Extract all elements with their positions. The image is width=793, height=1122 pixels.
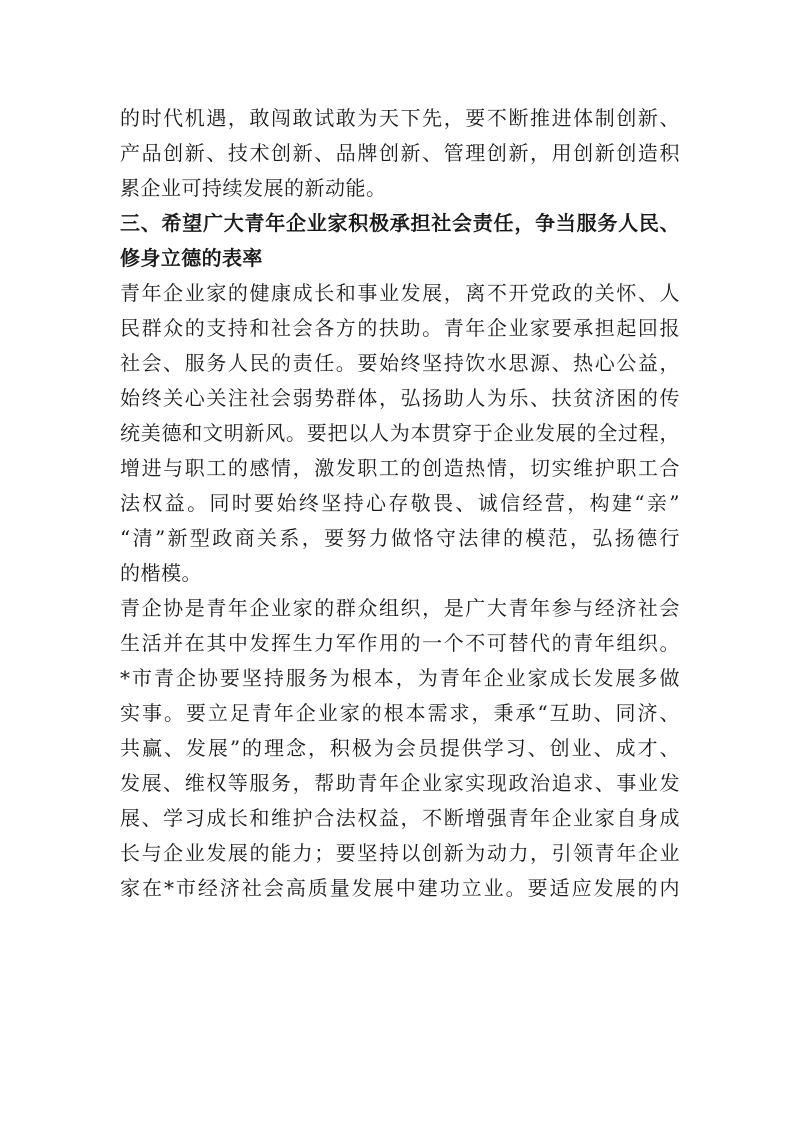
text-line: 展、学习成长和维护合法权益，不断增强青年企业家自身成 bbox=[120, 806, 680, 830]
text-line: 增进与职工的感情，激发职工的创造热情，切实维护职工合 bbox=[120, 456, 680, 480]
text-line: 统美德和文明新风。要把以人为本贯穿于企业发展的全过程， bbox=[120, 421, 680, 445]
text-line: 实事。要立足青年企业家的根本需求，秉承“互助、同济、 bbox=[120, 701, 680, 725]
text-line: 共赢、发展”的理念，积极为会员提供学习、创业、成才、 bbox=[120, 736, 680, 760]
text-line: 产品创新、技术创新、品牌创新、管理创新，用创新创造积 bbox=[120, 141, 680, 165]
section-heading: 修身立德的表率 bbox=[120, 246, 263, 270]
text-line: 法权益。同时要始终坚持心存敬畏、诚信经营，构建“亲” bbox=[120, 491, 680, 515]
text-line: 的楷模。 bbox=[120, 561, 202, 585]
text-line: 的时代机遇，敢闯敢试敢为天下先，要不断推进体制创新、 bbox=[120, 106, 680, 130]
text-line: 发展、维权等服务，帮助青年企业家实现政治追求、事业发 bbox=[120, 771, 680, 795]
document-body bbox=[120, 101, 680, 906]
text-line: 青企协是青年企业家的群众组织，是广大青年参与经济社会 bbox=[120, 596, 680, 620]
text-line: “清”新型政商关系，要努力做恪守法律的模范，弘扬德行 bbox=[120, 526, 680, 550]
text-line: 社会、服务人民的责任。要始终坚持饮水思源、热心公益， bbox=[120, 351, 680, 375]
text-line: 青年企业家的健康成长和事业发展，离不开党政的关怀、人 bbox=[120, 281, 680, 305]
text-line: 长与企业发展的能力；要坚持以创新为动力，引领青年企业 bbox=[120, 841, 680, 865]
text-line: 累企业可持续发展的新动能。 bbox=[120, 176, 387, 200]
text-line: *市青企协要坚持服务为根本，为青年企业家成长发展多做 bbox=[120, 666, 680, 690]
text-line: 生活并在其中发挥生力军作用的一个不可替代的青年组织。 bbox=[120, 631, 680, 655]
section-heading: 三、希望广大青年企业家积极承担社会责任，争当服务人民、 bbox=[120, 211, 680, 235]
text-line: 始终关心关注社会弱势群体，弘扬助人为乐、扶贫济困的传 bbox=[120, 386, 680, 410]
text-line: 民群众的支持和社会各方的扶助。青年企业家要承担起回报 bbox=[120, 316, 680, 340]
text-line: 家在*市经济社会高质量发展中建功立业。要适应发展的内 bbox=[120, 876, 680, 900]
